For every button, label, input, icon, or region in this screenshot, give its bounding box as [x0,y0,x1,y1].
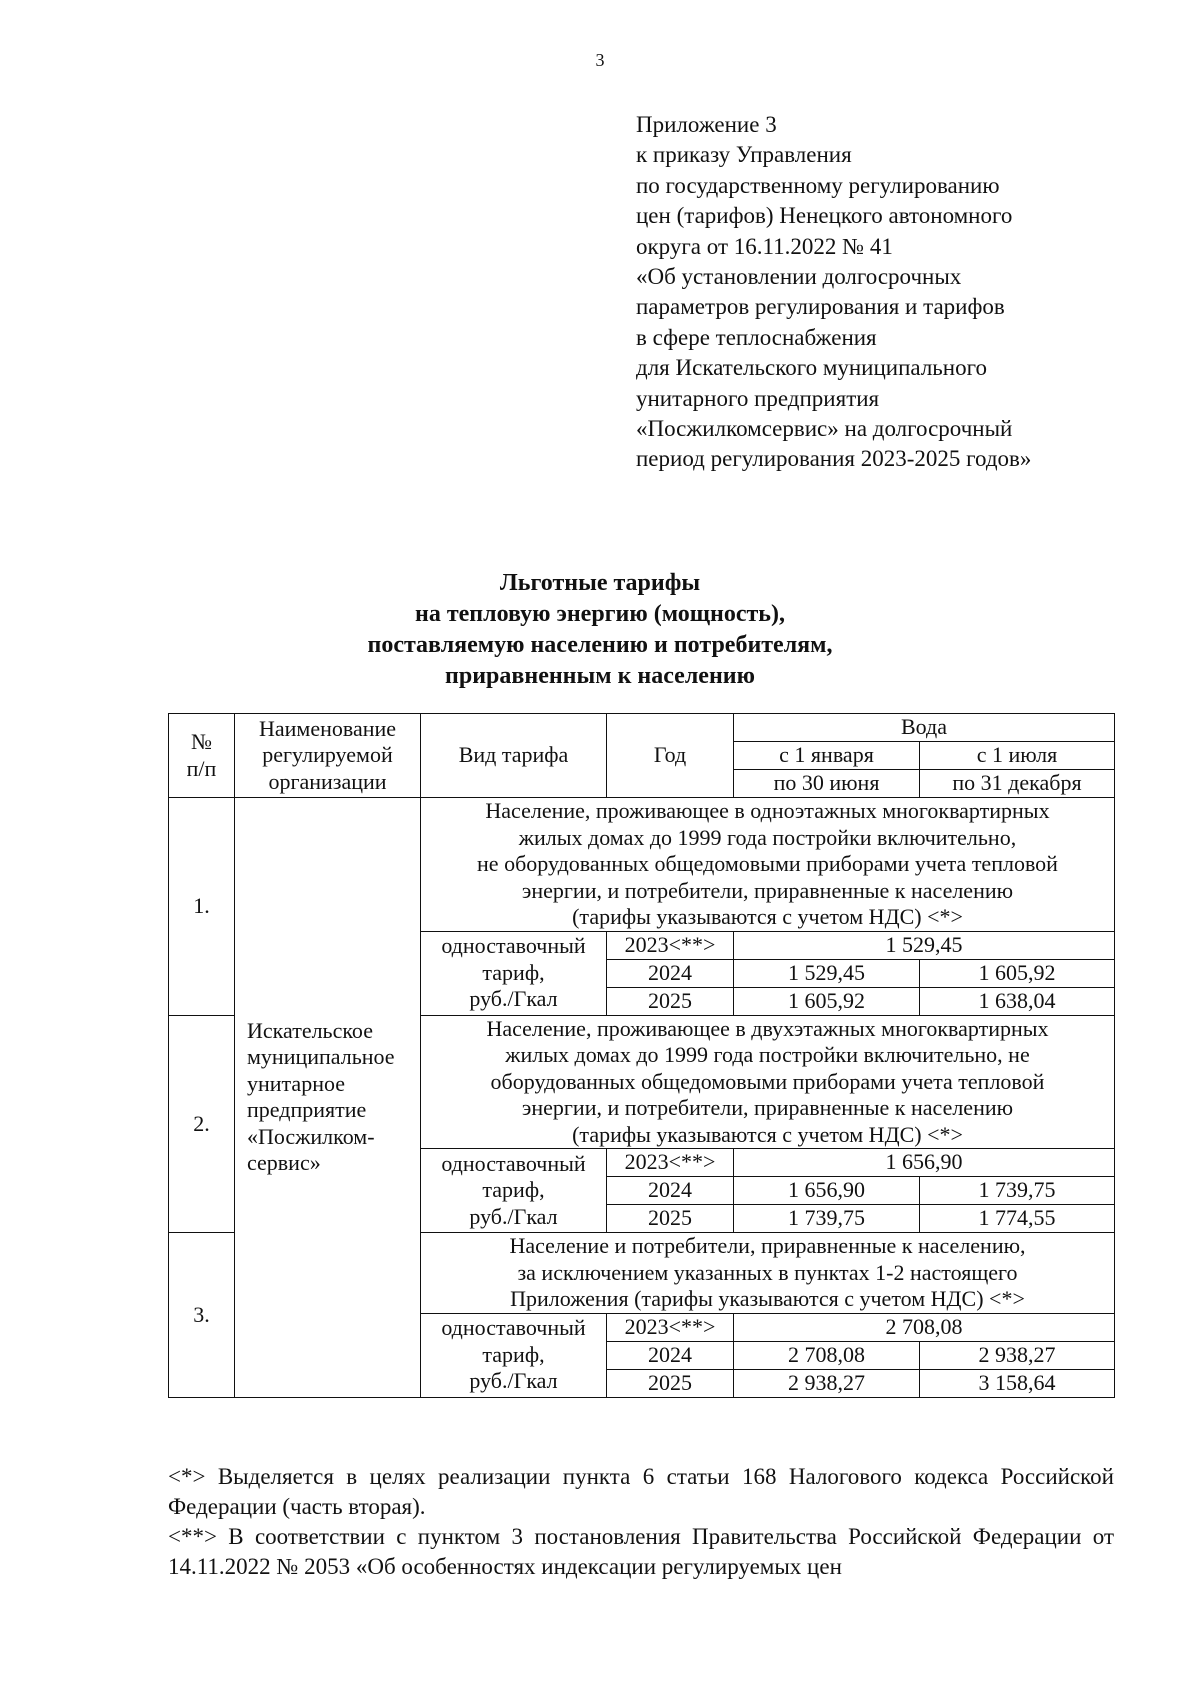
tariff-kind-line: руб./Гкал [469,986,558,1012]
tariff-kind-line: тариф, [482,959,545,985]
row-number: 3. [169,1233,235,1398]
tariff-kind [421,1149,607,1233]
organization-line: унитарное [247,1070,346,1096]
description-line: Население, проживающее в двухэтажных многоквартирных [486,1015,1049,1041]
appendix-line: «Об установлении долгосрочных [636,264,962,290]
tariff-value-first-half: 1 529,45 [734,959,920,987]
tariff-value-first-half: 1 605,92 [734,987,920,1015]
appendix-line: Приложение 3 [636,112,777,137]
description-line: (тарифы указываются с учетом НДС) <*> [572,904,963,929]
appendix-line: «Посжилкомсервис» на долгосрочный [636,416,1013,442]
tariff-value-first-half: 2 708,08 [734,1341,920,1369]
year-cell: 2024 [607,1177,734,1205]
tariff-kind [421,931,607,1015]
organization-line: сервис» [247,1150,321,1176]
description-line: оборудованных общедомовыми приборами учета тепловой [490,1068,1045,1094]
footnotes [168,1462,1114,1582]
tariff-value-first-half: 1 739,75 [734,1205,920,1233]
tariff-kind-line: одноставочный [441,1315,586,1341]
tariff-value-merged: 1 529,45 [734,931,1115,959]
group-description [421,1233,1115,1314]
appendix-line: по государственному регулированию [636,172,1000,198]
tariff-value-merged: 1 656,90 [734,1149,1115,1177]
appendix-line: период регулирования 2023-2025 годов» [636,446,1032,472]
document-title [0,568,1200,692]
description-line: за исключением указанных в пунктах 1-2 настоящего [517,1259,1018,1285]
tariff-value-second-half: 3 158,64 [920,1369,1115,1397]
header-organization-line: организации [268,768,387,794]
title-line: поставляемую населению и потребителям, [367,632,833,658]
page-number: 3 [595,50,605,70]
tariff-kind-line: руб./Гкал [469,1203,558,1229]
header-number [169,714,235,798]
header-organization [235,714,421,798]
tariff-value-second-half: 2 938,27 [920,1341,1115,1369]
footnote: <*> Выделяется в целях реализации пункта 6 статьи 168 Налогового кодекса Российской Федерации (часть вторая). [168,1464,1114,1519]
year-cell: 2025 [607,1369,734,1397]
organization-line: Искательское [247,1017,373,1043]
row-number: 2. [169,1015,235,1233]
header-water: Вода [734,714,1115,742]
description-line: не оборудованных общедомовыми приборами учета тепловой [477,851,1058,876]
appendix-line: для Искательского муниципального [636,355,987,381]
organization-name [235,798,421,1398]
appendix-line: параметров регулирования и тарифов [636,294,1005,320]
header-tariff-kind: Вид тарифа [421,714,607,798]
description-line: Приложения (тарифы указываются с учетом НДС) <*> [510,1286,1025,1311]
appendix-line: к приказу Управления [636,142,852,168]
tariff-kind [421,1313,607,1397]
table-row [169,798,1115,932]
description-line: жилых домах до 1999 года постройки включительно, [518,824,1017,850]
appendix-header [636,110,1156,475]
header-year: Год [607,714,734,798]
year-cell: 2025 [607,987,734,1015]
description-line: энергии, и потребители, приравненные к населению [521,1095,1014,1120]
appendix-line: цен (тарифов) Ненецкого автономного [636,203,1013,229]
description-line: Население, проживающее в одноэтажных многоквартирных [485,798,1050,823]
appendix-line: в сфере теплоснабжения [636,324,877,350]
description-line: жилых домах до 1999 года постройки включительно, не [505,1042,1030,1067]
organization-line: «Посжилком- [247,1123,375,1149]
title-line: на тепловую энергию (мощность), [415,601,785,627]
year-cell: 2024 [607,1341,734,1369]
description-line: (тарифы указываются с учетом НДС) <*> [572,1121,963,1147]
header-period-first-end: по 30 июня [734,770,920,798]
row-number: 1. [169,798,235,1016]
title-line: приравненным к населению [445,663,755,689]
header-number-line: № [191,729,212,754]
appendix-line: округа от 16.11.2022 № 41 [636,233,893,259]
year-cell: 2023<**> [607,931,734,959]
year-cell: 2023<**> [607,1149,734,1177]
tariff-value-merged: 2 708,08 [734,1313,1115,1341]
group-description [421,798,1115,932]
header-period-first: с 1 января [734,742,920,770]
footnote: <**> В соответствии с пунктом 3 постановления Правительства Российской Федерации от 14.11.2022 № 2053 «Об особенностях индексации регулируемых цен [168,1524,1114,1579]
organization-line: предприятие [247,1097,367,1123]
appendix-line: унитарного предприятия [636,385,880,411]
tariff-kind-line: тариф, [482,1341,545,1367]
tariff-kind-line: тариф, [482,1177,545,1203]
year-cell: 2023<**> [607,1313,734,1341]
tariff-table [168,713,1115,1398]
tariff-value-first-half: 2 938,27 [734,1369,920,1397]
tariff-kind-line: одноставочный [441,1150,586,1176]
description-line: Население и потребители, приравненные к населению, [509,1233,1026,1258]
tariff-kind-line: одноставочный [441,933,586,959]
tariff-value-second-half: 1 774,55 [920,1205,1115,1233]
organization-line: муниципальное [247,1044,395,1070]
tariff-value-second-half: 1 638,04 [920,987,1115,1015]
header-organization-line: Наименование [258,715,397,741]
description-line: энергии, и потребители, приравненные к населению [521,877,1014,903]
table-header-row [169,714,1115,742]
header-number-line: п/п [186,755,217,781]
header-period-second-end: по 31 декабря [920,770,1115,798]
tariff-value-first-half: 1 656,90 [734,1177,920,1205]
header-period-second: с 1 июля [920,742,1115,770]
year-cell: 2024 [607,959,734,987]
tariff-kind-line: руб./Гкал [469,1368,558,1394]
group-description [421,1015,1115,1149]
tariff-value-second-half: 1 605,92 [920,959,1115,987]
title-line: Льготные тарифы [499,570,701,596]
tariff-value-second-half: 1 739,75 [920,1177,1115,1205]
year-cell: 2025 [607,1205,734,1233]
header-organization-line: регулируемой [262,742,393,768]
